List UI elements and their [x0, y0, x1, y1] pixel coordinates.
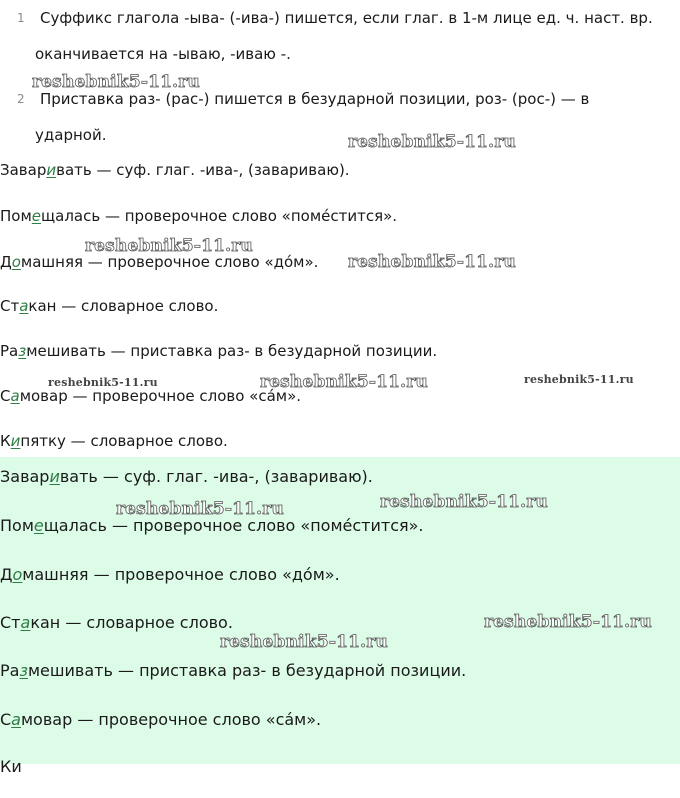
rule-text: ударной.	[35, 126, 107, 144]
answer-line: Заваривать — суф. глаг. -ива-, (завариваю).	[0, 161, 350, 179]
watermark: reshebnik5-11.ru	[348, 132, 516, 152]
answer-line: Помещалась — проверочное слово «поме́стится».	[0, 516, 424, 535]
answer-line: Стакан — словарное слово.	[0, 297, 219, 315]
missing-letter: о	[12, 565, 23, 584]
watermark: reshebnik5-11.ru	[524, 373, 634, 386]
answer-line: Заваривать — суф. глаг. -ива-, (завариваю).	[0, 467, 373, 486]
answer-line: Домашняя — проверочное слово «до́м».	[0, 565, 340, 584]
watermark: reshebnik5-11.ru	[220, 632, 388, 652]
missing-letter: а	[20, 613, 31, 632]
watermark: reshebnik5-11.ru	[348, 252, 516, 272]
missing-letter: а	[19, 297, 29, 315]
missing-letter: е	[33, 516, 44, 535]
missing-letter: з	[19, 661, 28, 680]
watermark: reshebnik5-11.ru	[484, 612, 652, 632]
watermark: reshebnik5-11.ru	[32, 72, 200, 92]
answer-line: Размешивать — приставка раз- в безударной позиции.	[0, 342, 438, 360]
missing-letter: о	[11, 253, 21, 271]
watermark: reshebnik5-11.ru	[116, 499, 284, 519]
answer-line: Домашняя — проверочное слово «до́м».	[0, 253, 319, 271]
missing-letter: а	[10, 387, 20, 405]
answer-line: Самовар — проверочное слово «са́м».	[0, 710, 322, 729]
missing-letter: и	[49, 467, 60, 486]
rule-number: 2	[17, 92, 25, 106]
watermark: reshebnik5-11.ru	[380, 492, 548, 512]
missing-letter: и	[46, 161, 57, 179]
missing-letter: з	[18, 342, 27, 360]
rule-number: 1	[17, 11, 25, 25]
rule-text: Суффикс глагола -ыва- (-ива-) пишется, если глаг. в 1-м лице ед. ч. наст. вр.	[40, 9, 653, 27]
watermark: reshebnik5-11.ru	[48, 376, 158, 389]
missing-letter: е	[31, 207, 42, 225]
answer-line: Размешивать — приставка раз- в безударной позиции.	[0, 661, 467, 680]
answer-line-cut: Ки	[0, 757, 22, 776]
missing-letter: а	[11, 710, 21, 729]
missing-letter: и	[10, 432, 21, 450]
watermark: reshebnik5-11.ru	[260, 372, 428, 392]
watermark: reshebnik5-11.ru	[85, 236, 253, 256]
highlighted-answers-box	[0, 457, 680, 776]
answer-line: Самовар — проверочное слово «са́м».	[0, 387, 302, 405]
rule-text: Приставка раз- (рас-) пишется в безударной позиции, роз- (рос-) — в	[40, 90, 590, 108]
answer-line: Кипятку — словарное слово.	[0, 432, 228, 450]
rule-text: оканчивается на -ываю, -иваю -.	[35, 45, 291, 63]
answer-line: Помещалась — проверочное слово «поме́стится».	[0, 207, 398, 225]
answer-line: Стакан — словарное слово.	[0, 613, 233, 632]
